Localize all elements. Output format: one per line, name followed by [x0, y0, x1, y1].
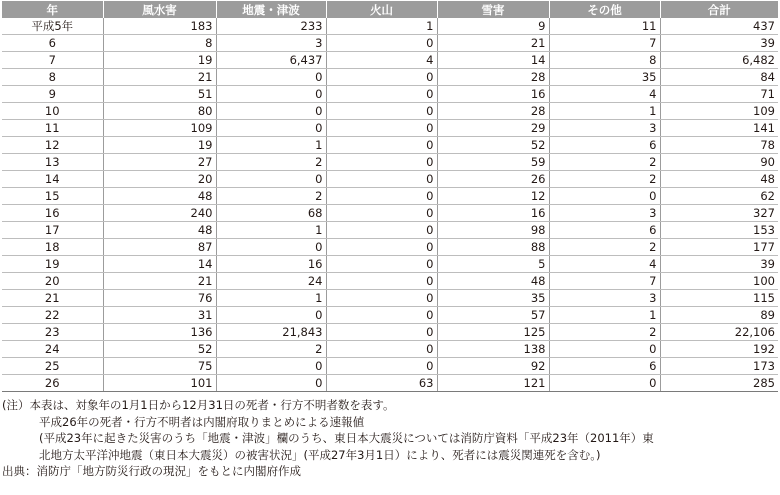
year-cell: 11 [2, 120, 103, 137]
value-cell: 109 [660, 103, 778, 120]
year-cell: 10 [2, 103, 103, 120]
value-cell: 68 [216, 205, 326, 222]
value-cell: 12 [437, 188, 549, 205]
value-cell: 121 [437, 375, 549, 392]
value-cell: 0 [326, 188, 437, 205]
value-cell: 48 [437, 273, 549, 290]
value-cell: 26 [437, 171, 549, 188]
table-row [2, 171, 778, 188]
value-cell: 14 [103, 256, 216, 273]
value-cell: 177 [660, 239, 778, 256]
value-cell: 29 [437, 120, 549, 137]
column-header-5: その他 [549, 1, 660, 18]
value-cell: 3 [549, 120, 660, 137]
value-cell: 125 [437, 324, 549, 341]
value-cell: 0 [326, 307, 437, 324]
value-cell: 4 [326, 52, 437, 69]
value-cell: 35 [549, 69, 660, 86]
value-cell: 39 [660, 35, 778, 52]
table-row [2, 324, 778, 341]
table-row [2, 137, 778, 154]
value-cell: 9 [437, 18, 549, 35]
value-cell: 0 [326, 324, 437, 341]
year-cell: 20 [2, 273, 103, 290]
value-cell: 0 [326, 239, 437, 256]
value-cell: 240 [103, 205, 216, 222]
value-cell: 437 [660, 18, 778, 35]
year-cell: 25 [2, 358, 103, 375]
year-cell: 6 [2, 35, 103, 52]
year-cell: 7 [2, 52, 103, 69]
year-cell: 12 [2, 137, 103, 154]
table-row [2, 103, 778, 120]
value-cell: 28 [437, 103, 549, 120]
value-cell: 24 [216, 273, 326, 290]
value-cell: 7 [549, 273, 660, 290]
value-cell: 21 [103, 69, 216, 86]
value-cell: 39 [660, 256, 778, 273]
value-cell: 0 [326, 35, 437, 52]
value-cell: 62 [660, 188, 778, 205]
value-cell: 173 [660, 358, 778, 375]
value-cell: 1 [549, 103, 660, 120]
value-cell: 57 [437, 307, 549, 324]
value-cell: 52 [103, 341, 216, 358]
value-cell: 0 [326, 358, 437, 375]
table-row [2, 375, 778, 392]
year-cell: 13 [2, 154, 103, 171]
value-cell: 138 [437, 341, 549, 358]
value-cell: 115 [660, 290, 778, 307]
value-cell: 0 [326, 290, 437, 307]
year-cell: 14 [2, 171, 103, 188]
value-cell: 84 [660, 69, 778, 86]
value-cell: 3 [549, 290, 660, 307]
value-cell: 98 [437, 222, 549, 239]
value-cell: 0 [549, 188, 660, 205]
value-cell: 0 [326, 341, 437, 358]
value-cell: 0 [326, 103, 437, 120]
value-cell: 35 [437, 290, 549, 307]
value-cell: 52 [437, 137, 549, 154]
year-cell: 15 [2, 188, 103, 205]
value-cell: 0 [549, 341, 660, 358]
value-cell: 51 [103, 86, 216, 103]
value-cell: 285 [660, 375, 778, 392]
value-cell: 2 [216, 188, 326, 205]
value-cell: 1 [216, 137, 326, 154]
value-cell: 0 [216, 69, 326, 86]
year-cell: 19 [2, 256, 103, 273]
year-cell: 24 [2, 341, 103, 358]
value-cell: 16 [437, 205, 549, 222]
value-cell: 48 [660, 171, 778, 188]
value-cell: 63 [326, 375, 437, 392]
value-cell: 92 [437, 358, 549, 375]
value-cell: 101 [103, 375, 216, 392]
value-cell: 0 [216, 120, 326, 137]
value-cell: 4 [549, 256, 660, 273]
year-cell: 9 [2, 86, 103, 103]
value-cell: 8 [549, 52, 660, 69]
value-cell: 11 [549, 18, 660, 35]
value-cell: 80 [103, 103, 216, 120]
table-notes [2, 397, 778, 480]
table-row [2, 341, 778, 358]
value-cell: 192 [660, 341, 778, 358]
value-cell: 78 [660, 137, 778, 154]
value-cell: 16 [216, 256, 326, 273]
table-row [2, 358, 778, 375]
value-cell: 100 [660, 273, 778, 290]
table-header-row [2, 1, 778, 18]
casualty-table [2, 1, 778, 392]
value-cell: 0 [326, 86, 437, 103]
table-row [2, 120, 778, 137]
year-cell: 23 [2, 324, 103, 341]
value-cell: 0 [326, 256, 437, 273]
value-cell: 0 [326, 222, 437, 239]
value-cell: 59 [437, 154, 549, 171]
value-cell: 2 [216, 154, 326, 171]
value-cell: 0 [216, 171, 326, 188]
disaster-casualty-table-panel [2, 1, 778, 480]
note-line-4: 北地方太平洋沖地震（東日本大震災）の被害状況」(平成27年3月1日）により、死者には震災関連死を含む。) [39, 447, 601, 462]
value-cell: 0 [326, 154, 437, 171]
value-cell: 22,106 [660, 324, 778, 341]
value-cell: 6,482 [660, 52, 778, 69]
table-row [2, 52, 778, 69]
value-cell: 0 [216, 307, 326, 324]
table-row [2, 188, 778, 205]
value-cell: 7 [549, 35, 660, 52]
value-cell: 136 [103, 324, 216, 341]
year-cell: 16 [2, 205, 103, 222]
value-cell: 2 [549, 324, 660, 341]
table-row [2, 69, 778, 86]
value-cell: 19 [103, 137, 216, 154]
value-cell: 8 [103, 35, 216, 52]
value-cell: 0 [326, 171, 437, 188]
table-row [2, 205, 778, 222]
value-cell: 0 [216, 86, 326, 103]
year-cell: 平成5年 [2, 18, 103, 35]
table-row [2, 239, 778, 256]
year-cell: 17 [2, 222, 103, 239]
value-cell: 0 [326, 205, 437, 222]
value-cell: 88 [437, 239, 549, 256]
value-cell: 2 [549, 171, 660, 188]
table-row [2, 86, 778, 103]
value-cell: 71 [660, 86, 778, 103]
column-header-3: 火山 [326, 1, 437, 18]
value-cell: 31 [103, 307, 216, 324]
table-row [2, 222, 778, 239]
column-header-2: 地震・津波 [216, 1, 326, 18]
value-cell: 6 [549, 222, 660, 239]
value-cell: 1 [549, 307, 660, 324]
table-body [2, 18, 778, 392]
value-cell: 0 [326, 273, 437, 290]
value-cell: 3 [549, 205, 660, 222]
column-header-0: 年 [2, 1, 103, 18]
note-line-2: 平成26年の死者・行方不明者は内閣府取りまとめによる速報値 [39, 414, 365, 429]
value-cell: 14 [437, 52, 549, 69]
table-row [2, 307, 778, 324]
year-cell: 26 [2, 375, 103, 392]
value-cell: 48 [103, 222, 216, 239]
value-cell: 153 [660, 222, 778, 239]
value-cell: 89 [660, 307, 778, 324]
value-cell: 0 [326, 120, 437, 137]
value-cell: 4 [549, 86, 660, 103]
value-cell: 75 [103, 358, 216, 375]
value-cell: 0 [216, 358, 326, 375]
value-cell: 2 [549, 239, 660, 256]
value-cell: 0 [216, 239, 326, 256]
value-cell: 0 [216, 103, 326, 120]
value-cell: 21 [103, 273, 216, 290]
column-header-6: 合計 [660, 1, 778, 18]
value-cell: 0 [326, 137, 437, 154]
column-header-1: 風水害 [103, 1, 216, 18]
value-cell: 0 [216, 375, 326, 392]
table-row [2, 154, 778, 171]
year-cell: 8 [2, 69, 103, 86]
value-cell: 141 [660, 120, 778, 137]
value-cell: 6,437 [216, 52, 326, 69]
year-cell: 22 [2, 307, 103, 324]
value-cell: 1 [216, 290, 326, 307]
value-cell: 87 [103, 239, 216, 256]
value-cell: 76 [103, 290, 216, 307]
table-row [2, 290, 778, 307]
year-cell: 21 [2, 290, 103, 307]
value-cell: 1 [216, 222, 326, 239]
value-cell: 5 [437, 256, 549, 273]
value-cell: 90 [660, 154, 778, 171]
value-cell: 48 [103, 188, 216, 205]
value-cell: 327 [660, 205, 778, 222]
value-cell: 2 [216, 341, 326, 358]
year-cell: 18 [2, 239, 103, 256]
table-row [2, 273, 778, 290]
value-cell: 21,843 [216, 324, 326, 341]
note-line-3: (平成23年に起きた災害のうち「地震・津波」欄のうち、東日本大震災については消防庁資料「平成23年（2011年）東 [39, 431, 654, 445]
note-line-1: (注）本表は、対象年の1月1日から12月31日の死者・行方不明者数を表す。 [2, 398, 395, 412]
value-cell: 19 [103, 52, 216, 69]
column-header-4: 雪害 [437, 1, 549, 18]
source-line: 出典：消防庁「地方防災行政の現況」をもとに内閣府作成 [2, 464, 301, 478]
value-cell: 1 [326, 18, 437, 35]
value-cell: 109 [103, 120, 216, 137]
value-cell: 6 [549, 358, 660, 375]
table-row [2, 256, 778, 273]
value-cell: 183 [103, 18, 216, 35]
table-row [2, 18, 778, 35]
value-cell: 233 [216, 18, 326, 35]
table-row [2, 35, 778, 52]
value-cell: 6 [549, 137, 660, 154]
value-cell: 2 [549, 154, 660, 171]
value-cell: 16 [437, 86, 549, 103]
value-cell: 0 [549, 375, 660, 392]
value-cell: 21 [437, 35, 549, 52]
value-cell: 28 [437, 69, 549, 86]
value-cell: 20 [103, 171, 216, 188]
value-cell: 27 [103, 154, 216, 171]
value-cell: 0 [326, 69, 437, 86]
value-cell: 3 [216, 35, 326, 52]
